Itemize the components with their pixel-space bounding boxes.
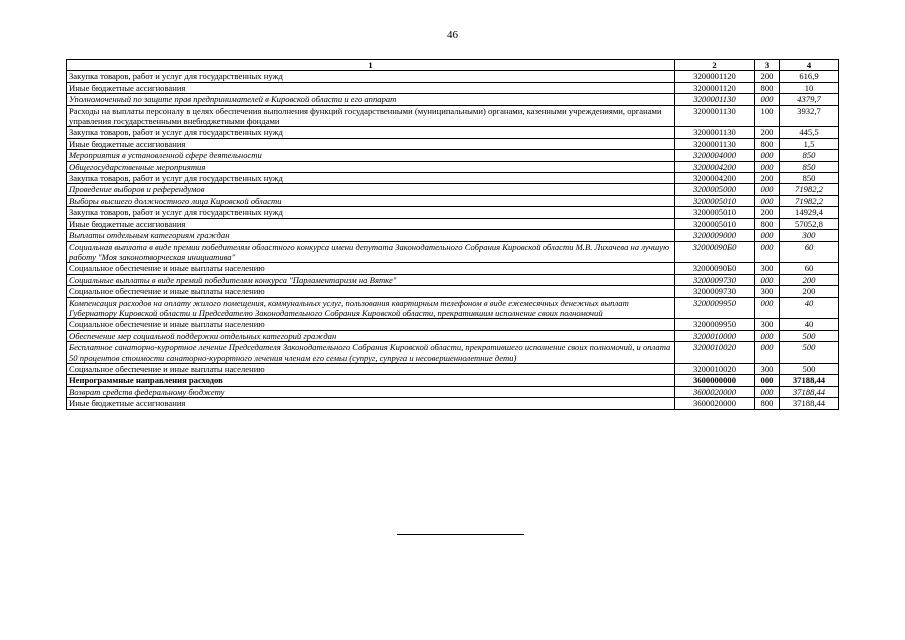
table-row	[67, 274, 839, 285]
row-name-cell: Бесплатное санаторно-курортное лечение Председателя Законодательного Собрания Кировской области, прекратившего исполнение своих полномочий, и оплата 50 процентов стоимости санаторно-курортного лечения членам его семьи (супруг, супруга и несовершеннолетние дети)	[67, 342, 675, 364]
table-row	[67, 363, 839, 374]
table-row	[67, 105, 839, 127]
row-amount-cell: 3932,7	[780, 105, 839, 127]
row-type-cell: 000	[755, 330, 780, 341]
row-code-cell: 3200005010	[675, 218, 755, 229]
row-name-cell: Социальное обеспечение и иные выплаты населению	[67, 363, 675, 374]
row-type-cell: 000	[755, 230, 780, 241]
row-name-cell: Компенсация расходов на оплату жилого помещения, коммунальных услуг, пользования квартирным телефоном в виде ежемесячных денежных выплат Губернатору Кировской области и Председателю Законодательного Собрания Кировской области, прекратившим исполнение своих полномочий	[67, 297, 675, 319]
table-row	[67, 375, 839, 386]
row-code-cell: 3200001130	[675, 105, 755, 127]
table-row	[67, 184, 839, 195]
row-code-cell: 3200005010	[675, 195, 755, 206]
table-row	[67, 218, 839, 229]
row-code-cell: 3200010020	[675, 342, 755, 364]
row-code-cell: 3600020000	[675, 386, 755, 397]
row-name-cell: Иные бюджетные ассигнования	[67, 218, 675, 229]
row-amount-cell: 850	[780, 173, 839, 184]
row-code-cell: 3200004000	[675, 150, 755, 161]
table-row	[67, 161, 839, 172]
end-of-table-line	[397, 534, 524, 535]
row-name-cell: Мероприятия в установленной сфере деятельности	[67, 150, 675, 161]
row-code-cell: 3200010000	[675, 330, 755, 341]
row-amount-cell: 500	[780, 342, 839, 364]
table-row	[67, 342, 839, 364]
row-type-cell: 000	[755, 184, 780, 195]
row-name-cell: Иные бюджетные ассигнования	[67, 82, 675, 93]
row-amount-cell: 1,5	[780, 138, 839, 149]
table-row	[67, 195, 839, 206]
table-row	[67, 241, 839, 263]
table-row	[67, 207, 839, 218]
row-type-cell: 000	[755, 375, 780, 386]
row-name-cell: Расходы на выплаты персоналу в целях обеспечения выполнения функций государственными (муниципальными) органами, казенными учреждениями, органами управления государственными внебюджетными фондами	[67, 105, 675, 127]
row-type-cell: 000	[755, 161, 780, 172]
row-type-cell: 300	[755, 319, 780, 330]
table-row	[67, 263, 839, 274]
row-amount-cell: 500	[780, 363, 839, 374]
row-name-cell: Проведение выборов и референдумов	[67, 184, 675, 195]
row-amount-cell: 10	[780, 82, 839, 93]
row-amount-cell: 500	[780, 330, 839, 341]
row-type-cell: 000	[755, 195, 780, 206]
row-code-cell: 3200009730	[675, 286, 755, 297]
table-row	[67, 94, 839, 105]
row-name-cell: Иные бюджетные ассигнования	[67, 398, 675, 409]
row-name-cell: Закупка товаров, работ и услуг для государственных нужд	[67, 127, 675, 138]
row-name-cell: Выборы высшего должностного лица Кировской области	[67, 195, 675, 206]
row-name-cell: Непрограммные направления расходов	[67, 375, 675, 386]
page-number: 46	[447, 29, 458, 41]
row-name-cell: Социальное обеспечение и иные выплаты населению	[67, 263, 675, 274]
table-row	[67, 330, 839, 341]
row-amount-cell: 616,9	[780, 71, 839, 82]
row-amount-cell: 37188,44	[780, 386, 839, 397]
row-name-cell: Общегосударственные мероприятия	[67, 161, 675, 172]
row-amount-cell: 300	[780, 230, 839, 241]
row-code-cell: 3600020000	[675, 398, 755, 409]
row-code-cell: 3200009000	[675, 230, 755, 241]
row-type-cell: 200	[755, 127, 780, 138]
row-name-cell: Закупка товаров, работ и услуг для государственных нужд	[67, 71, 675, 82]
row-type-cell: 000	[755, 241, 780, 263]
row-amount-cell: 445,5	[780, 127, 839, 138]
row-amount-cell: 40	[780, 297, 839, 319]
row-name-cell: Закупка товаров, работ и услуг для государственных нужд	[67, 207, 675, 218]
row-name-cell: Социальное обеспечение и иные выплаты населению	[67, 286, 675, 297]
row-name-cell: Социальная выплата в виде премии победителям областного конкурса имени депутата Законодательного Собрания Кировской области М.В. Лихачева на лучшую работу "Моя законотворческая инициатива"	[67, 241, 675, 263]
row-name-cell: Выплаты отдельным категориям граждан	[67, 230, 675, 241]
row-type-cell: 000	[755, 342, 780, 364]
row-amount-cell: 850	[780, 150, 839, 161]
header-col-3: 3	[755, 60, 780, 71]
header-col-4: 4	[780, 60, 839, 71]
table-row	[67, 150, 839, 161]
row-code-cell: 3200009730	[675, 274, 755, 285]
row-amount-cell: 200	[780, 286, 839, 297]
table-row	[67, 127, 839, 138]
row-amount-cell: 200	[780, 274, 839, 285]
row-type-cell: 800	[755, 138, 780, 149]
table-row	[67, 297, 839, 319]
row-name-cell: Обеспечение мер социальной поддержки отдельных категорий граждан	[67, 330, 675, 341]
row-type-cell: 200	[755, 207, 780, 218]
row-name-cell: Социальное обеспечение и иные выплаты населению	[67, 319, 675, 330]
row-amount-cell: 57052,8	[780, 218, 839, 229]
budget-table-body	[67, 60, 839, 410]
row-name-cell: Уполномоченный по защите прав предпринимателей в Кировской области и его аппарат	[67, 94, 675, 105]
row-code-cell: 3200004200	[675, 173, 755, 184]
table-row	[67, 71, 839, 82]
row-code-cell: 3200004200	[675, 161, 755, 172]
header-col-1: 1	[67, 60, 675, 71]
budget-table	[66, 59, 839, 410]
row-amount-cell: 40	[780, 319, 839, 330]
row-name-cell: Возврат средств федеральному бюджету	[67, 386, 675, 397]
row-type-cell: 300	[755, 263, 780, 274]
row-type-cell: 000	[755, 297, 780, 319]
row-type-cell: 800	[755, 82, 780, 93]
row-name-cell: Закупка товаров, работ и услуг для государственных нужд	[67, 173, 675, 184]
row-code-cell: 3200009950	[675, 297, 755, 319]
row-code-cell: 3200001130	[675, 138, 755, 149]
row-code-cell: 32000090Б0	[675, 241, 755, 263]
row-code-cell: 3200001120	[675, 71, 755, 82]
row-code-cell: 3200001130	[675, 127, 755, 138]
row-code-cell: 3200001130	[675, 94, 755, 105]
row-amount-cell: 60	[780, 241, 839, 263]
table-row	[67, 230, 839, 241]
row-type-cell: 000	[755, 386, 780, 397]
row-type-cell: 000	[755, 150, 780, 161]
row-amount-cell: 71982,2	[780, 184, 839, 195]
row-amount-cell: 37188,44	[780, 398, 839, 409]
row-type-cell: 300	[755, 286, 780, 297]
row-amount-cell: 60	[780, 263, 839, 274]
table-row	[67, 398, 839, 409]
row-type-cell: 200	[755, 173, 780, 184]
row-name-cell: Иные бюджетные ассигнования	[67, 138, 675, 149]
header-col-2: 2	[675, 60, 755, 71]
row-amount-cell: 37188,44	[780, 375, 839, 386]
row-code-cell: 3200005000	[675, 184, 755, 195]
row-code-cell: 3200010020	[675, 363, 755, 374]
row-name-cell: Социальные выплаты в виде премий победителям конкурса "Парламентаризм на Вятке"	[67, 274, 675, 285]
row-type-cell: 100	[755, 105, 780, 127]
table-row	[67, 82, 839, 93]
row-code-cell: 3200001120	[675, 82, 755, 93]
row-code-cell: 3200009950	[675, 319, 755, 330]
row-amount-cell: 71982,2	[780, 195, 839, 206]
row-code-cell: 32000090Б0	[675, 263, 755, 274]
table-header-row	[67, 60, 839, 71]
row-amount-cell: 4379,7	[780, 94, 839, 105]
table-row	[67, 173, 839, 184]
table-row	[67, 138, 839, 149]
row-type-cell: 200	[755, 71, 780, 82]
row-type-cell: 800	[755, 398, 780, 409]
table-row	[67, 386, 839, 397]
row-type-cell: 800	[755, 218, 780, 229]
row-type-cell: 300	[755, 363, 780, 374]
row-amount-cell: 850	[780, 161, 839, 172]
row-amount-cell: 14929,4	[780, 207, 839, 218]
row-type-cell: 000	[755, 94, 780, 105]
table-row	[67, 286, 839, 297]
row-type-cell: 000	[755, 274, 780, 285]
row-code-cell: 3600000000	[675, 375, 755, 386]
table-row	[67, 319, 839, 330]
row-code-cell: 3200005010	[675, 207, 755, 218]
